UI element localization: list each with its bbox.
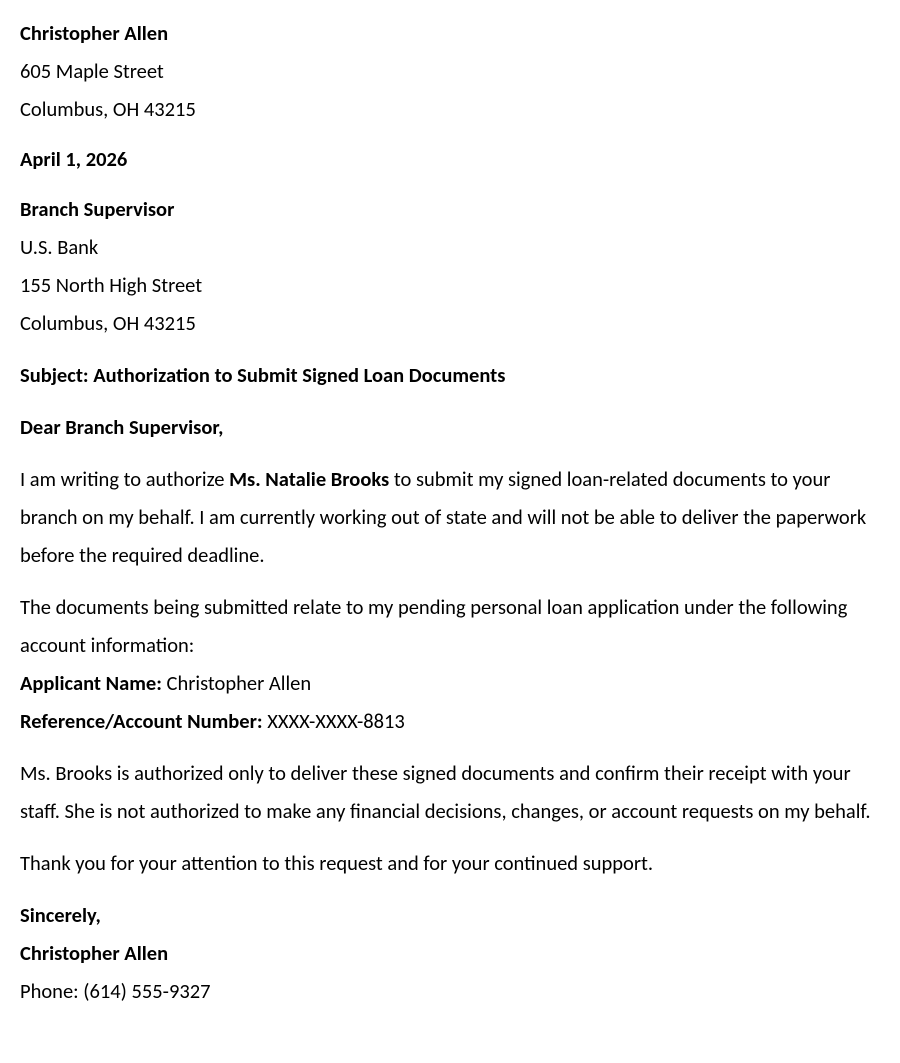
sender-city-state-zip: Columbus, OH 43215 xyxy=(20,96,196,122)
spacer-before-closing xyxy=(20,882,880,896)
paragraph-1-text-after: to submit my signed loan-related documents to your branch on my behalf. I am currently working out of state and will not be able to deliver the paperwork before the required deadline. xyxy=(20,466,867,568)
valediction: Sincerely, xyxy=(20,902,101,928)
account-number-label: Reference/Account Number: xyxy=(20,708,263,734)
sender-name: Christopher Allen xyxy=(20,20,169,46)
body-paragraph-3: Ms. Brooks is authorized only to deliver these signed documents and confirm their receipt with your staff. She is not authorized to make any financial decisions, changes, or account requests on my behalf. xyxy=(20,760,871,824)
recipient-address-block xyxy=(20,190,880,342)
sender-address-block xyxy=(20,14,880,128)
date-block xyxy=(20,140,880,178)
spacer-after-salutation xyxy=(20,446,880,460)
detail-row-account-number xyxy=(20,702,880,740)
spacer-after-details xyxy=(20,740,880,754)
sender-street: 605 Maple Street xyxy=(20,58,164,84)
detail-row-applicant-name xyxy=(20,664,880,702)
spacer-after-subject xyxy=(20,394,880,408)
recipient-city-state-zip: Columbus, OH 43215 xyxy=(20,310,196,336)
signer-name: Christopher Allen xyxy=(20,940,169,966)
recipient-title: Branch Supervisor xyxy=(20,196,175,222)
spacer-after-paragraph-3 xyxy=(20,830,880,844)
closing-block xyxy=(20,896,880,1010)
spacer-after-recipient xyxy=(20,342,880,356)
spacer-after-sender xyxy=(20,128,880,140)
account-details-block xyxy=(20,664,880,740)
recipient-organization: U.S. Bank xyxy=(20,234,99,260)
body-paragraph-1 xyxy=(20,460,880,574)
letter-date: April 1, 2026 xyxy=(20,146,128,172)
body-paragraph-4: Thank you for your attention to this request and for your continued support. xyxy=(20,850,654,876)
salutation-block xyxy=(20,408,880,446)
signer-phone: Phone: (614) 555-9327 xyxy=(20,978,211,1004)
subject-line: Subject: Authorization to Submit Signed Loan Documents xyxy=(20,362,506,388)
recipient-street: 155 North High Street xyxy=(20,272,203,298)
salutation: Dear Branch Supervisor, xyxy=(20,414,224,440)
subject-line-block xyxy=(20,356,880,394)
spacer-after-paragraph-1 xyxy=(20,574,880,588)
account-number-value: XXXX-XXXX-8813 xyxy=(267,708,405,734)
authorized-person-name: Ms. Natalie Brooks xyxy=(229,466,390,492)
applicant-name-label: Applicant Name: xyxy=(20,670,162,696)
body-paragraph-2: The documents being submitted relate to my pending personal loan application under the following account information: xyxy=(20,594,848,658)
paragraph-1-text-before: I am writing to authorize xyxy=(20,466,230,492)
applicant-name-value: Christopher Allen xyxy=(166,670,312,696)
spacer-after-date xyxy=(20,178,880,190)
